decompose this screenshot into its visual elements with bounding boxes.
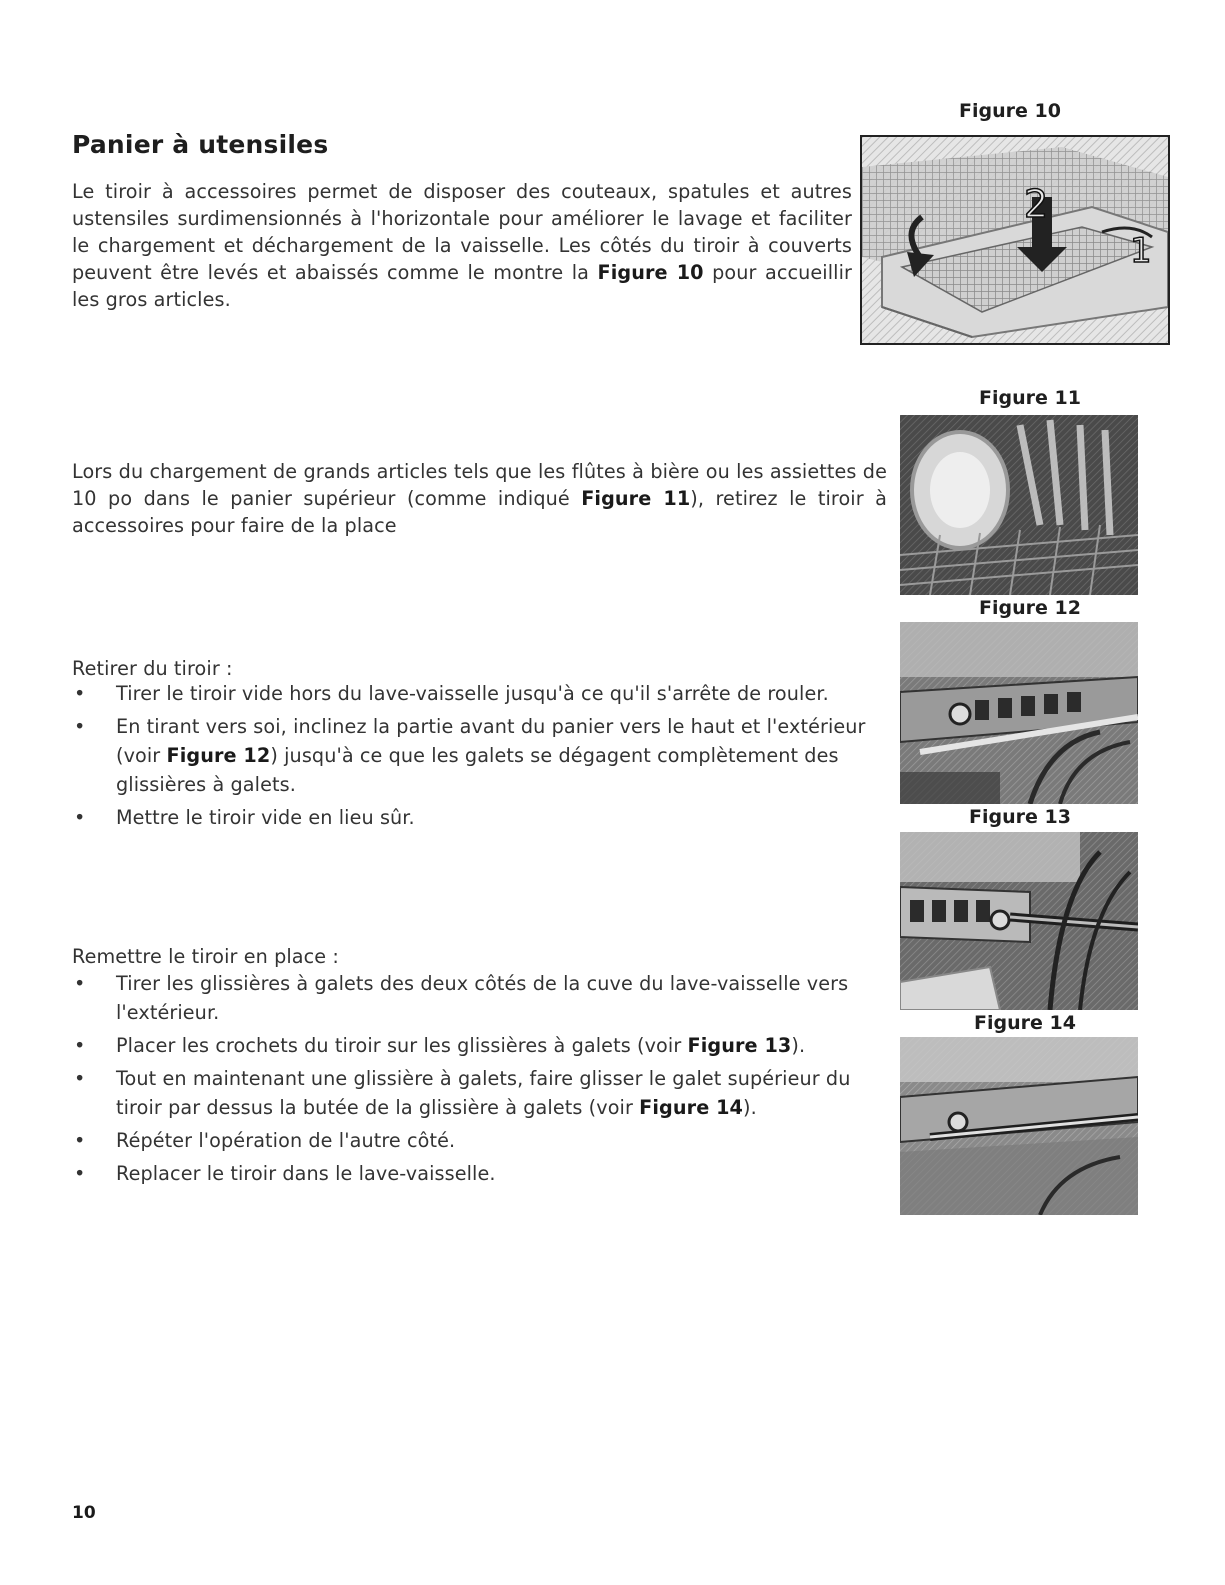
list-item-text-end: ). [743,1096,757,1119]
list-item-text: En tirant vers soi, inclinez la partie avant du panier vers le haut et l'extérieur (voir [116,715,866,767]
bullet: • [74,1162,86,1185]
figure-13-image [900,832,1138,1010]
list-item-text-end: ) jusqu'à ce que les galets se dégagent complètement des glissières à galets. [116,744,839,796]
replace-steps-list [72,969,890,1192]
figure-reference: Figure 14 [639,1096,744,1119]
figure-14-caption: Figure 14 [974,1012,1076,1034]
section-title: Panier à utensiles [72,130,329,159]
figure-12-image [900,622,1138,804]
figure-10-image [860,135,1170,345]
bullet: • [74,806,86,829]
list-item-text: Répéter l'opération de l'autre côté. [116,1129,456,1152]
remove-heading: Retirer du tiroir : [72,657,233,680]
list-item [72,1064,890,1122]
figure-13-caption: Figure 13 [969,806,1071,828]
bullet: • [74,972,86,995]
list-item [72,1031,890,1060]
list-item [72,969,890,1027]
list-item [72,1126,890,1155]
figure-14-image [900,1037,1138,1215]
page-number: 10 [72,1503,96,1523]
list-item-text: Tirer les glissières à galets des deux côtés de la cuve du lave-vaisselle vers l'extérieur. [116,972,849,1024]
list-item [72,679,892,708]
list-item-text: Replacer le tiroir dans le lave-vaisselle. [116,1162,496,1185]
figure-10-caption: Figure 10 [959,100,1061,122]
bullet: • [74,715,86,738]
figure-11-image [900,415,1138,595]
list-item-text: Tirer le tiroir vide hors du lave-vaisselle jusqu'à ce qu'il s'arrête de rouler. [116,682,829,705]
intro-text-end: pour accueillir les gros articles. [72,261,852,311]
figure-11-caption: Figure 11 [979,387,1081,409]
large-items-paragraph [72,458,887,539]
bullet: • [74,1067,86,1090]
figure-reference: Figure 12 [166,744,271,767]
list-item-text: Mettre le tiroir vide en lieu sûr. [116,806,415,829]
list-item [72,803,892,832]
figure-12-caption: Figure 12 [979,597,1081,619]
bullet: • [74,1034,86,1057]
bullet: • [74,682,86,705]
large-items-text-end: ), retirez le tiroir à accessoires pour faire de la place [72,487,887,537]
intro-text: Le tiroir à accessoires permet de disposer des couteaux, spatules et autres ustensiles surdimensionnés à l'horizontale pour améliorer le lavage et faciliter le chargement et déchargement de la vaisselle. Les côtés du tiroir à couverts peuvent être levés et abaissés comme le montre la [72,180,852,284]
figure-10-label-1: 1 [1130,231,1152,271]
list-item-text: Placer les crochets du tiroir sur les glissières à galets (voir [116,1034,688,1057]
list-item [72,712,892,799]
figure-10-label-2: 2 [1024,182,1049,226]
list-item [72,1159,890,1188]
large-items-text: Lors du chargement de grands articles tels que les flûtes à bière ou les assiettes de 10 po dans le panier supérieur (comme indiqué [72,460,887,510]
intro-paragraph [72,178,852,313]
replace-heading: Remettre le tiroir en place : [72,945,339,968]
figure-reference: Figure 10 [597,261,704,284]
remove-steps-list [72,679,892,836]
figure-reference: Figure 13 [687,1034,792,1057]
bullet: • [74,1129,86,1152]
figure-reference: Figure 11 [581,487,691,510]
list-item-text: Tout en maintenant une glissière à galets, faire glisser le galet supérieur du tiroir par dessus la butée de la glissière à galets (voir [116,1067,851,1119]
list-item-text-end: ). [791,1034,806,1057]
